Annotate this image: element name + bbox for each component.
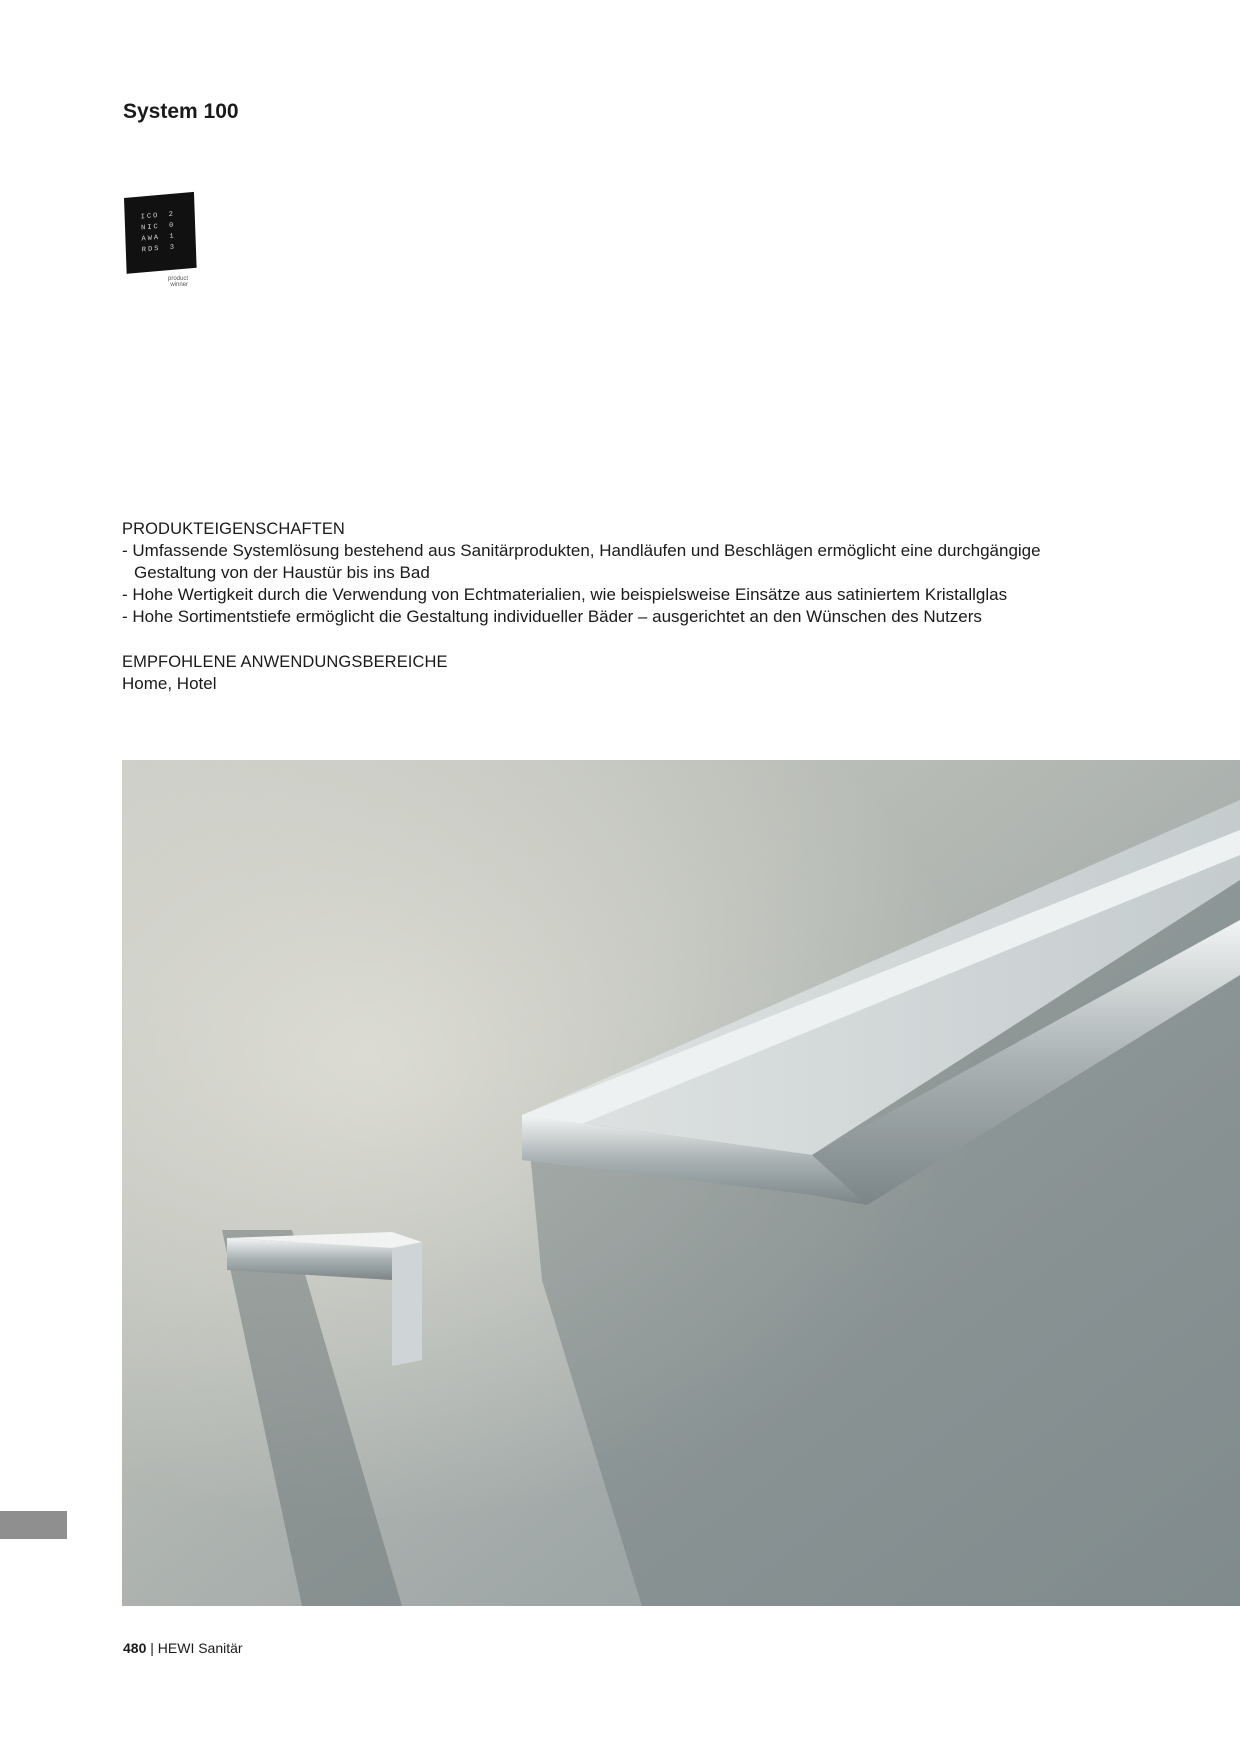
footer-separator: |: [150, 1640, 154, 1656]
product-photo: [122, 760, 1240, 1606]
award-text: 3: [169, 243, 177, 253]
award-badge: [124, 192, 197, 274]
properties-heading: PRODUKTEIGENSCHAFTEN: [122, 520, 345, 538]
page-number: 480: [123, 1640, 147, 1656]
applications-heading: EMPFOHLENE ANWENDUNGSBEREICHE: [122, 653, 448, 671]
page-footer: [123, 1640, 243, 1656]
product-photo-illustration: [122, 760, 1240, 1606]
award-text: 0: [168, 221, 176, 231]
award-grid: [141, 210, 182, 254]
footer-label: HEWI Sanitär: [157, 1640, 243, 1656]
applications-text: Home, Hotel: [122, 674, 217, 693]
award-text: AWA: [141, 233, 161, 244]
award-text: 2: [168, 210, 176, 220]
properties-list: [122, 540, 1122, 628]
award-caption-line: product: [168, 276, 189, 282]
award-text: NIC: [140, 222, 160, 233]
award-text: RDS: [141, 244, 161, 255]
award-text: 1: [169, 232, 176, 242]
iconic-awards-logo: [124, 198, 198, 290]
award-text: ICO: [140, 211, 160, 222]
photo-hook-end: [392, 1242, 422, 1366]
page-title: System 100: [123, 100, 239, 123]
list-item: - Umfassende Systemlösung bestehend aus Sanitärprodukten, Handläufen und Beschlägen ermöglicht eine durchgängige Gestaltung von der Haustür bis ins Bad: [122, 540, 1122, 584]
side-tab: [0, 1511, 67, 1539]
list-item: - Hohe Sortimentstiefe ermöglicht die Gestaltung individueller Bäder – ausgerichtet an den Wünschen des Nutzers: [122, 606, 1122, 628]
award-caption: [168, 276, 188, 288]
list-item: - Hohe Wertigkeit durch die Verwendung von Echtmaterialien, wie beispielsweise Einsätze aus satiniertem Kristallglas: [122, 584, 1122, 606]
product-properties: [122, 518, 1122, 628]
recommended-applications: [122, 651, 1122, 695]
award-caption-line: winner: [170, 282, 189, 288]
